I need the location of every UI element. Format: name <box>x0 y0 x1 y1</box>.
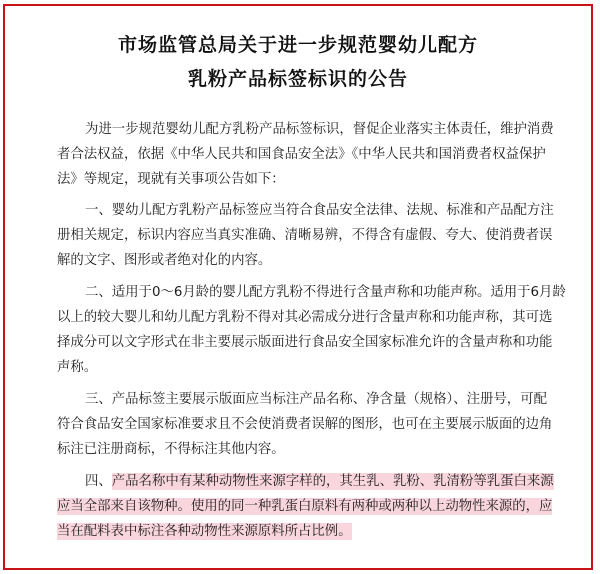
item2-line-1: 二、适用于0～6月龄的婴儿配方乳粉不得进行含量声称和功能声称。适用于6月龄 <box>85 285 566 300</box>
item4-highlight-3: 当在配料表中标注各种动物性来源原料所占比例。 <box>57 524 352 539</box>
item1-line-2: 册相关规定，标识内容应当真实准确、清晰易辨，不得含有虚假、夸大、使消费者误 <box>57 228 553 243</box>
item2-line-3: 择成分可以文字形式在非主要展示版面进行食品安全国家标准允许的含量声称和功能 <box>57 335 553 350</box>
item4-highlight-1: 产品名称中有某种动物性来源字样的，其生乳、乳粉、乳清粉等乳蛋白来源 <box>111 474 554 489</box>
item3-line-2: 符合食品安全国家标准要求且不会使消费者误解的图形，也可在主要展示版面的边角 <box>57 417 553 432</box>
title-line-1: 市场监管总局关于进一步规范婴幼儿配方 <box>117 34 478 56</box>
item4-line-2 <box>57 496 552 518</box>
item4-line-3 <box>57 521 352 543</box>
document-frame <box>3 4 593 570</box>
item4-line-1 <box>85 471 554 493</box>
item4-highlight-2: 应当全部来自该物种。使用的同一种乳蛋白原料有两种或两种以上动物性来源的，应 <box>57 499 553 514</box>
item3-line-1: 三、产品标签主要展示版面应当标注产品名称、净含量（规格）、注册号，可配 <box>85 392 547 407</box>
item1-line-1: 一、婴幼儿配方乳粉产品标签应当符合食品安全法律、法规、标准和产品配方注 <box>85 203 554 218</box>
item3-line-3: 标注已注册商标，不得标注其他内容。 <box>57 442 285 457</box>
item1-line-3: 解的文字、图形或者绝对化的内容。 <box>57 253 272 268</box>
item2-line-4: 声称。 <box>57 360 98 375</box>
title-line-2: 乳粉产品标签标识的公告 <box>187 68 408 90</box>
item2-line-2: 以上的较大婴儿和幼儿配方乳粉不得对其必需成分进行含量声称和功能声称，其可选 <box>57 310 553 325</box>
item4-prefix: 四、 <box>85 474 112 489</box>
intro-line-3: 法》等规定，现就有关事项公告如下： <box>57 172 285 187</box>
intro-line-1: 为进一步规范婴幼儿配方乳粉产品标签标识，督促企业落实主体责任，维护消费 <box>85 122 554 137</box>
intro-line-2: 者合法权益，依据《中华人民共和国食品安全法》《中华人民共和国消费者权益保护 <box>57 147 546 162</box>
